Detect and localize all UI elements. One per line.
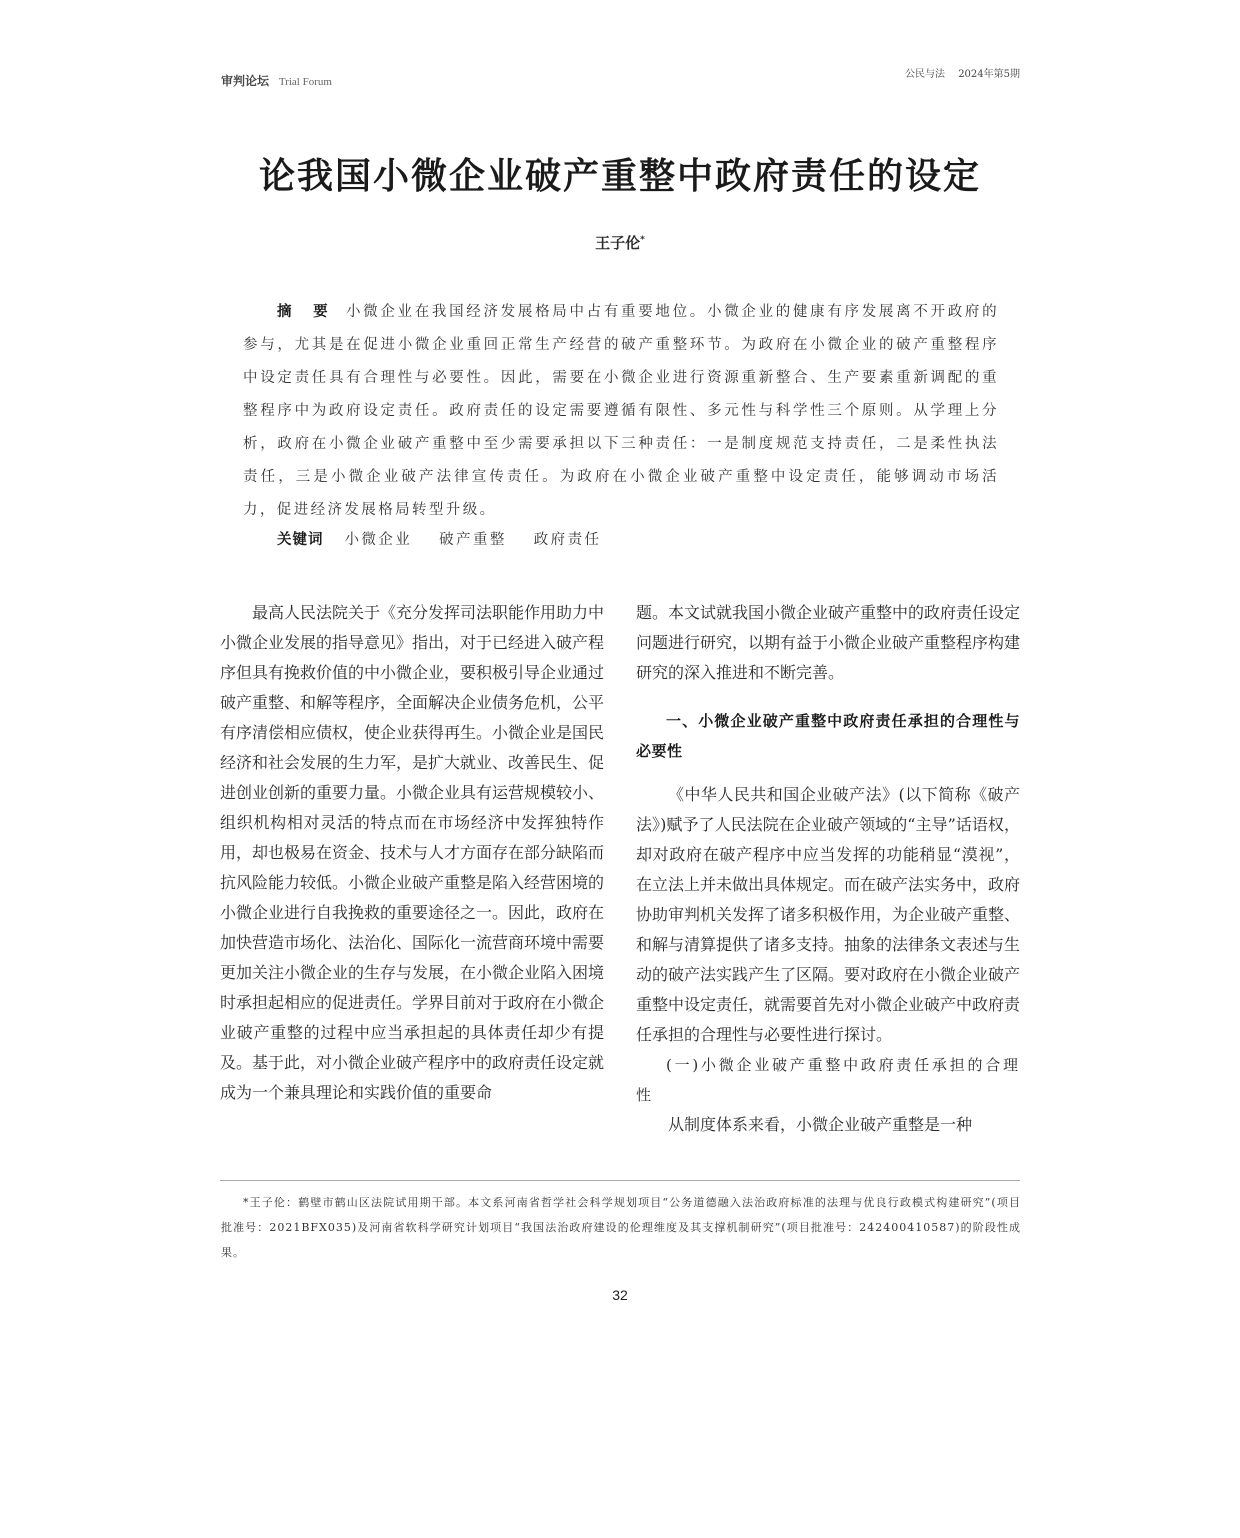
keyword: 小微企业: [344, 532, 413, 548]
body-column-left: [220, 598, 604, 1108]
subsection-paragraph: 从制度体系来看，小微企业破产重整是一种: [668, 1115, 973, 1134]
page-number: 32: [612, 1287, 628, 1303]
footnote-divider: [220, 1180, 1020, 1181]
keywords: [277, 528, 601, 549]
intro-paragraph-continued: 题。本文试就我国小微企业破产重整中的政府责任设定问题进行研究，以期有益于小微企业破产重整程序构建研究的深入推进和不断完善。: [636, 603, 1021, 682]
footnote: [221, 1190, 1021, 1265]
section-paragraph: 《中华人民共和国企业破产法》(以下简称《破产法》)赋予了人民法院在企业破产领域的“主导”话语权，却对政府在破产程序中应当发挥的功能稍显“漠视”，在立法上并未做出具体规定。而在破产法实务中，政府协助审判机关发挥了诸多积极作用，为企业破产重整、和解与清算提供了诸多支持。抽象的法律条文表述与生动的破产法实践产生了区隔。要对政府在小微企业破产重整中设定责任，就需要首先对小微企业破产中政府责任承担的合理性与必要性进行探讨。: [636, 785, 1021, 1044]
keyword: 破产重整: [439, 532, 507, 548]
footnote-text: *王子伦：鹤壁市鹤山区法院试用期干部。本文系河南省哲学社会科学规划项目“公务道德融入法治政府标准的法理与优良行政模式构建研究”(项目批准号：2021BFX035)及河南省软科学研究计划项目“我国法治政府建设的伦理维度及其支撑机制研究”(项目批准号：242400410587)的阶段性成果。: [221, 1196, 1021, 1259]
body-column-right: [636, 598, 1020, 1140]
journal-issue: 2024年第5期: [958, 69, 1020, 80]
journal-name: 公民与法: [905, 69, 945, 80]
section-name-cn: 审判论坛: [221, 74, 270, 88]
subsection-heading: (一)小微企业破产重整中政府责任承担的合理性: [636, 1056, 1020, 1104]
section-heading: 一、小微企业破产重整中政府责任承担的合理性与必要性: [636, 712, 1020, 760]
author-footnote-mark[interactable]: *: [640, 235, 645, 245]
section-name-en: Trial Forum: [278, 76, 332, 88]
running-header-journal: [905, 65, 1020, 80]
keywords-label: 关键词: [277, 532, 324, 548]
intro-paragraph: 最高人民法院关于《充分发挥司法职能作用助力中小微企业发展的指导意见》指出，对于已经进入破产程序但具有挽救价值的中小微企业，要积极引导企业通过破产重整、和解等程序，全面解决企业债务危机，公平有序清偿相应债权，使企业获得再生。小微企业是国民经济和社会发展的生力军，是扩大就业、改善民生、促进创业创新的重要力量。小微企业具有运营规模较小、组织机构相对灵活的特点而在市场经济中发挥独特作用，却也极易在资金、技术与人才方面存在部分缺陷而抗风险能力较低。小微企业破产重整是陷入经营困境的小微企业进行自我挽救的重要途径之一。因此，政府在加快营造市场化、法治化、国际化一流营商环境中需要更加关注小微企业的生存与发展，在小微企业陷入困境时承担起相应的促进责任。学界目前对于政府在小微企业破产重整的过程中应当承担起的具体责任却少有提及。基于此，对小微企业破产程序中的政府责任设定就成为一个兼具理论和实践价值的重要命: [220, 603, 605, 1102]
article-title: 论我国小微企业破产重整中政府责任的设定: [258, 156, 981, 197]
abstract-label: 摘 要: [277, 304, 336, 320]
article-author: [0, 232, 1240, 253]
keyword: 政府责任: [533, 532, 602, 548]
author-name: 王子伦: [595, 234, 641, 252]
abstract-text: 小微企业在我国经济发展格局中占有重要地位。小微企业的健康有序发展离不开政府的参与，尤其是在促进小微企业重回正常生产经营的破产重整环节。为政府在小微企业的破产重整程序中设定责任具有合理性与必要性。因此，需要在小微企业进行资源重新整合、生产要素重新调配的重整程序中为政府设定责任。政府责任的设定需要遵循有限性、多元性与科学性三个原则。从学理上分析，政府在小微企业破产重整中至少需要承担以下三种责任：一是制度规范支持责任，二是柔性执法责任，三是小微企业破产法律宣传责任。为政府在小微企业破产重整中设定责任，能够调动市场活力，促进经济发展格局转型升级。: [243, 304, 999, 518]
running-header-section: [221, 72, 332, 89]
abstract: [243, 296, 999, 527]
